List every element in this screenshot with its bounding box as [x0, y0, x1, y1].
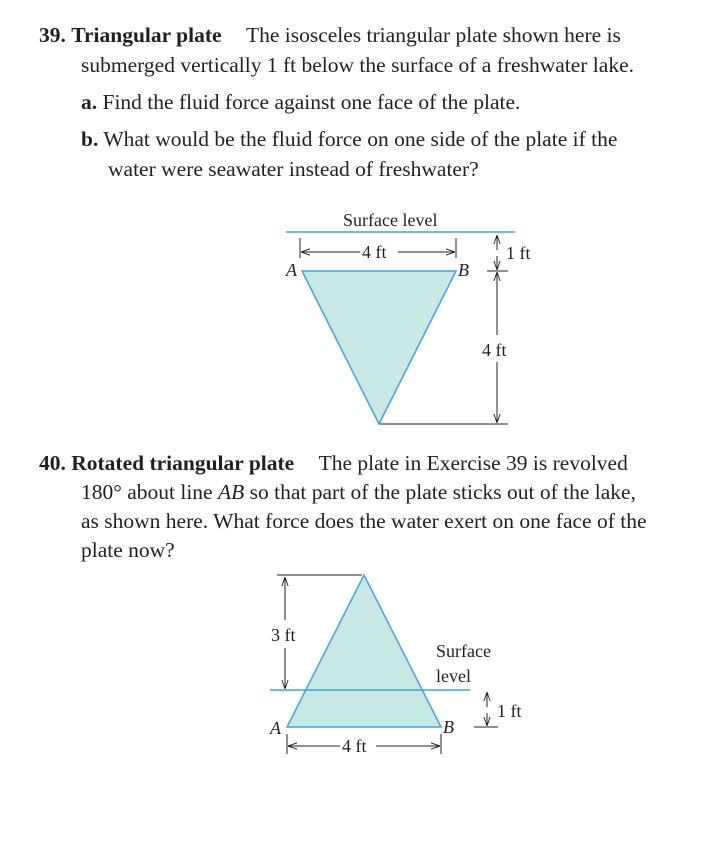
height-label: 4 ft [482, 340, 507, 360]
part-text: What would be the fluid force on one side of the plate if the [103, 127, 618, 151]
part-b-line2: water were seawater instead of freshwater? [108, 157, 479, 181]
part-letter: a. [81, 90, 98, 114]
surface-label-line1: Surface [436, 641, 491, 661]
point-a-label: A [286, 260, 297, 280]
problem-title: Rotated triangular plate [71, 451, 295, 475]
depth-label: 1 ft [497, 701, 522, 721]
point-b-label: B [443, 717, 454, 737]
line-ab-italic: AB [217, 480, 245, 504]
problem-intro: The isosceles triangular plate shown here is [245, 23, 621, 47]
part-letter: b. [81, 127, 99, 151]
width-label: 4 ft [342, 736, 367, 756]
problem-39-intro-line2: submerged vertically 1 ft below the surface of a freshwater lake. [81, 53, 634, 77]
problem-text: The plate in Exercise 39 is revolved [318, 451, 628, 475]
problem-title: Triangular plate [71, 23, 222, 47]
text-segment: so that part of the plate sticks out of the lake, [244, 480, 636, 504]
rotated-triangular-plate [287, 575, 441, 727]
problem-40-line4: plate now? [81, 538, 175, 562]
part-text: Find the fluid force against one face of the plate. [102, 90, 521, 114]
surface-label: Surface level [343, 210, 438, 230]
problem-number: 40. [39, 451, 66, 475]
surface-label-line2: level [436, 666, 471, 686]
depth-label: 1 ft [506, 243, 531, 263]
point-b-label: B [458, 260, 469, 280]
text-segment: 180° about line [81, 480, 218, 504]
point-a-label: A [270, 718, 281, 738]
height-above-label: 3 ft [271, 625, 296, 645]
problem-number: 39. [39, 23, 66, 47]
problem-40-line3: as shown here. What force does the water exert on one face of the [81, 509, 647, 533]
width-label: 4 ft [362, 242, 387, 262]
